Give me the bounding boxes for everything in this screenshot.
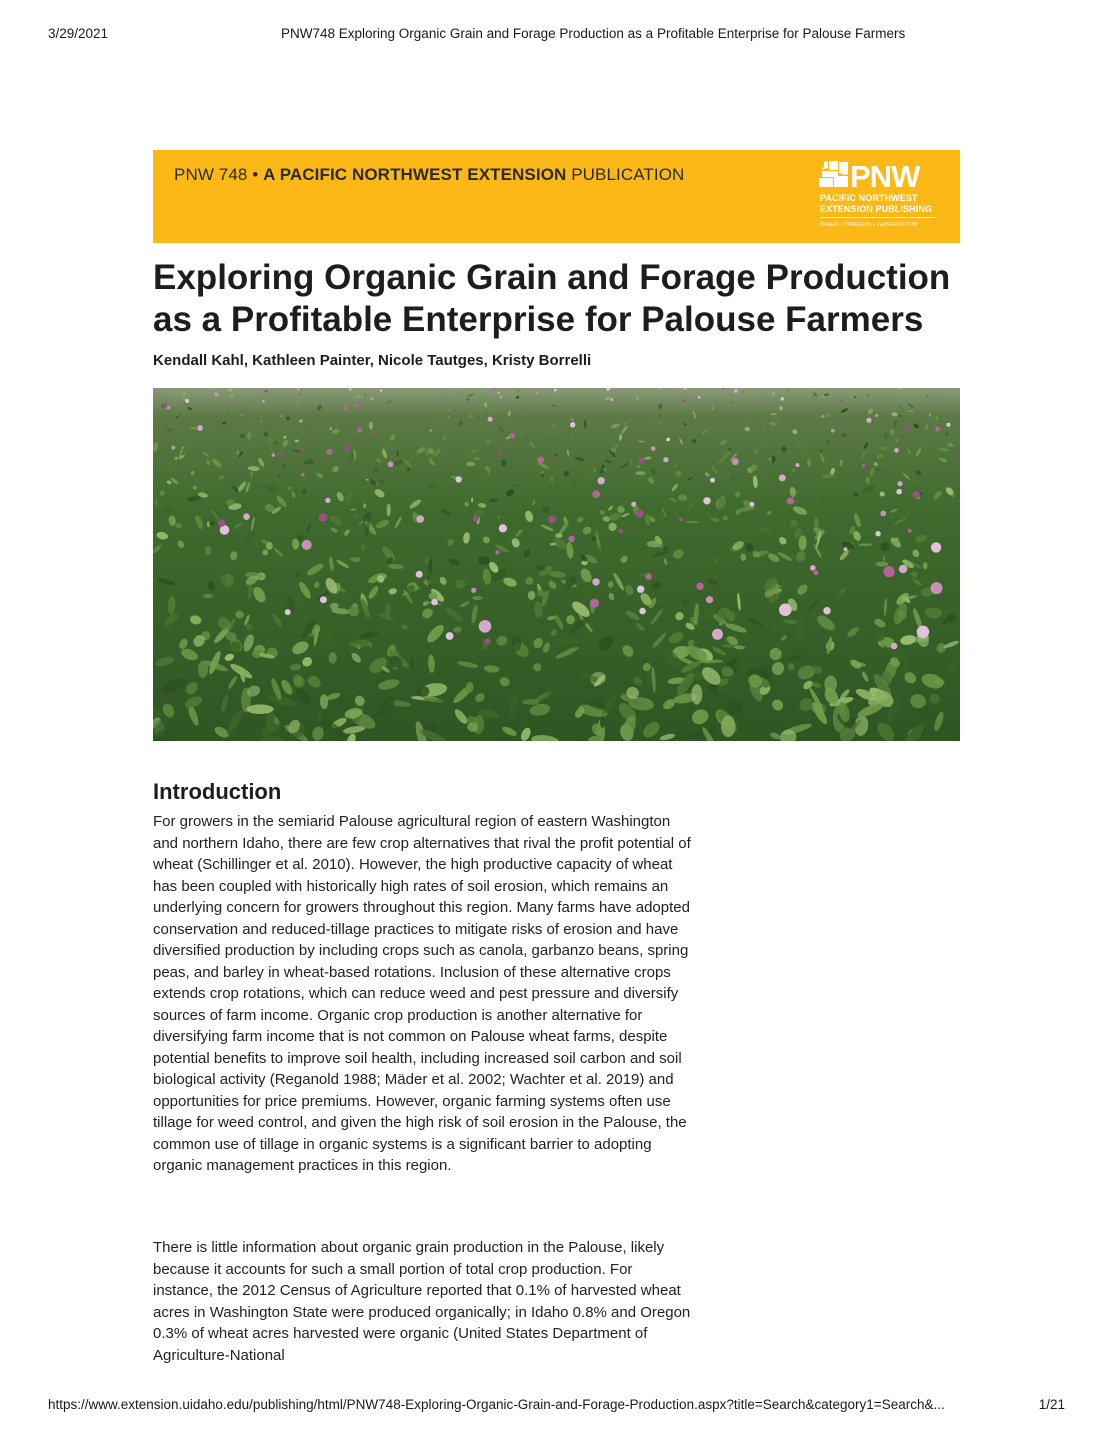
flower (796, 463, 800, 467)
flower (946, 423, 950, 427)
leaf (721, 715, 735, 737)
flower (265, 390, 268, 393)
flower (163, 404, 167, 408)
flower (712, 629, 723, 640)
flower (779, 604, 792, 617)
flower (894, 448, 899, 453)
flower (703, 497, 710, 504)
flower (619, 529, 624, 534)
flower (300, 448, 303, 451)
hero-photo (153, 388, 960, 741)
flower (446, 632, 454, 640)
flower (710, 478, 715, 483)
leaf (555, 533, 562, 538)
flower (764, 399, 766, 401)
flower (636, 510, 644, 518)
flower (891, 643, 898, 650)
banner-bullet: • (247, 165, 264, 184)
flower (302, 540, 312, 550)
flower (631, 502, 636, 507)
flower (639, 608, 646, 615)
flower (355, 402, 360, 407)
flower (666, 438, 670, 442)
flower (344, 406, 348, 410)
flower (326, 449, 332, 455)
flower (568, 536, 575, 543)
flower (637, 586, 644, 593)
banner-series: A PACIFIC NORTHWEST EXTENSION (263, 165, 567, 184)
flower (234, 402, 236, 404)
flower (455, 476, 461, 482)
flower (285, 609, 291, 615)
flower (866, 418, 871, 423)
flower (698, 396, 701, 399)
page-number: 1/21 (1038, 1397, 1065, 1412)
flower (823, 607, 830, 614)
banner-text (174, 165, 684, 185)
flower (471, 588, 476, 593)
logo-line1: PACIFIC NORTHWEST (820, 193, 918, 203)
leaf (160, 490, 165, 496)
flower (570, 422, 575, 427)
flower (171, 446, 175, 450)
flower (904, 426, 909, 431)
flower (479, 620, 492, 633)
leaf (317, 709, 322, 720)
flower (840, 399, 843, 402)
flower (827, 414, 830, 417)
flower (734, 389, 738, 393)
flower (750, 502, 755, 507)
flower (372, 431, 375, 434)
flower (525, 410, 527, 412)
flower (349, 388, 352, 391)
flower (509, 433, 515, 439)
flower (537, 457, 544, 464)
authors: Kendall Kahl, Kathleen Painter, Nicole Tautges, Kristy Borrelli (153, 352, 592, 369)
flower (781, 397, 784, 400)
logo-wordmark: PNW (850, 160, 920, 190)
flower (931, 582, 943, 594)
pnw-logo-icon (818, 160, 938, 190)
leaf (387, 504, 391, 517)
flower (831, 429, 835, 433)
logo-line3: IDAHO • OREGON • WASHINGTON (820, 222, 918, 228)
flower (597, 477, 604, 484)
leaf (246, 704, 273, 714)
flower (197, 425, 203, 431)
flower (679, 517, 683, 521)
pnw-logo (818, 160, 940, 236)
flower (431, 599, 438, 606)
flower (683, 399, 686, 402)
flower (499, 524, 507, 532)
flower (319, 513, 327, 521)
logo-line2: EXTENSION PUBLISHING (820, 204, 933, 214)
flower (301, 473, 305, 477)
flower (706, 596, 713, 603)
flower (813, 570, 818, 575)
footer-url: https://www.extension.uidaho.edu/publishing/html/PNW748-Exploring-Organic-Grain-and-Forage-Production.aspx?title=Search&category1=Search&... (48, 1397, 945, 1412)
flower (548, 516, 556, 524)
flower (638, 458, 644, 464)
flower (218, 519, 225, 526)
flower (880, 511, 886, 517)
leaf (236, 451, 239, 455)
flower (913, 491, 920, 498)
flower (899, 565, 908, 574)
flower (896, 489, 902, 495)
flower (610, 398, 613, 401)
flower (554, 389, 557, 392)
flower (732, 458, 739, 465)
flower (931, 542, 941, 552)
flower (272, 453, 276, 457)
flower (473, 516, 479, 522)
flower (701, 400, 703, 402)
flower (358, 428, 363, 433)
section-heading-introduction: Introduction (153, 779, 282, 804)
leaf (891, 412, 897, 416)
flower (388, 461, 394, 467)
flower (214, 392, 218, 396)
leaf (771, 414, 777, 415)
flower (663, 457, 668, 462)
print-header (48, 26, 1065, 44)
flower (500, 396, 502, 398)
flower (787, 497, 794, 504)
flower (942, 396, 944, 398)
document-title: Exploring Organic Grain and Forage Production as a Profitable Enterprise for Palouse Farmers (153, 258, 951, 339)
flower (380, 389, 382, 391)
flower (488, 417, 493, 422)
flower (645, 574, 651, 580)
flower (325, 498, 330, 503)
flower (484, 638, 490, 644)
flower (590, 599, 599, 608)
print-date: 3/29/2021 (48, 26, 109, 41)
leaf (287, 487, 291, 490)
flower (416, 571, 423, 578)
flower (898, 481, 903, 486)
pea-field-photo (153, 388, 960, 741)
flower (279, 452, 283, 456)
flower (779, 474, 786, 481)
flower (935, 427, 940, 432)
leaf (896, 422, 898, 428)
flower (592, 578, 599, 585)
flower (908, 529, 912, 533)
flower (185, 399, 189, 403)
flower (497, 392, 499, 394)
flower (498, 452, 502, 456)
flower (651, 446, 656, 451)
logo-rule (820, 217, 935, 218)
flower (862, 464, 866, 468)
flower (320, 596, 327, 603)
flower (875, 414, 878, 417)
flower (592, 490, 600, 498)
intro-paragraph-2: There is little information about organic grain production in the Palouse, likely because it accounts for such a small portion of total crop production. For instance, the 2012 Census of Agriculture reported that 0.1% of harvested wheat acres in Washington State were produced organically; in Idaho 0.8% and Oregon 0.3% of wheat acres harvested were organic (United States Department of Agriculture-National (153, 1239, 691, 1364)
banner-suffix: PUBLICATION (566, 165, 685, 184)
flower (810, 565, 816, 571)
flower (344, 446, 350, 452)
flower (875, 531, 880, 536)
banner-code: PNW 748 (174, 165, 248, 184)
flower (883, 566, 894, 577)
flower (536, 392, 538, 394)
flower (262, 400, 264, 402)
print-page-title: PNW748 Exploring Organic Grain and Forage Production as a Profitable Enterprise for Palouse Farmers (281, 26, 906, 41)
flower (844, 547, 848, 551)
flower (243, 513, 250, 520)
flower (416, 515, 424, 523)
publication-banner (153, 150, 960, 243)
flower (696, 583, 703, 590)
flower (917, 626, 930, 639)
intro-paragraph-1: For growers in the semiarid Palouse agricultural region of eastern Washington and northern Idaho, there are few crop alternatives that rival the profit potential of wheat (Schillinger et al. 2010). However, the high productive capacity of wheat has been coupled with historically high rates of soil erosion, which remains an underlying concern for growers throughout this region. Many farms have adopted conservation and reduced-tillage practices to mitigate risks of erosion and have diversified production by including crops such as canola, garbanzo beans, spring peas, and barley in wheat-based rotations. Inclusion of these alternative crops extends crop rotations, which can reduce weed and pest pressure and diversify sources of farm income. Organic crop production is another alternative for diversifying farm income that is not common on Palouse wheat farms, despite potential benefits to improve soil health, including increased soil carbon and soil biological activity (Reganold 1988; Mäder et al. 2002; Wachter et al. 2019) and opportunities for price premiums. However, organic farming systems often use tillage for weed control, and given the high risk of soil erosion in the Palouse, the common use of tillage in organic systems is a significant barrier to adopting organic management practices in this region. (153, 813, 691, 1174)
flower (495, 550, 500, 555)
leaf (522, 699, 540, 705)
